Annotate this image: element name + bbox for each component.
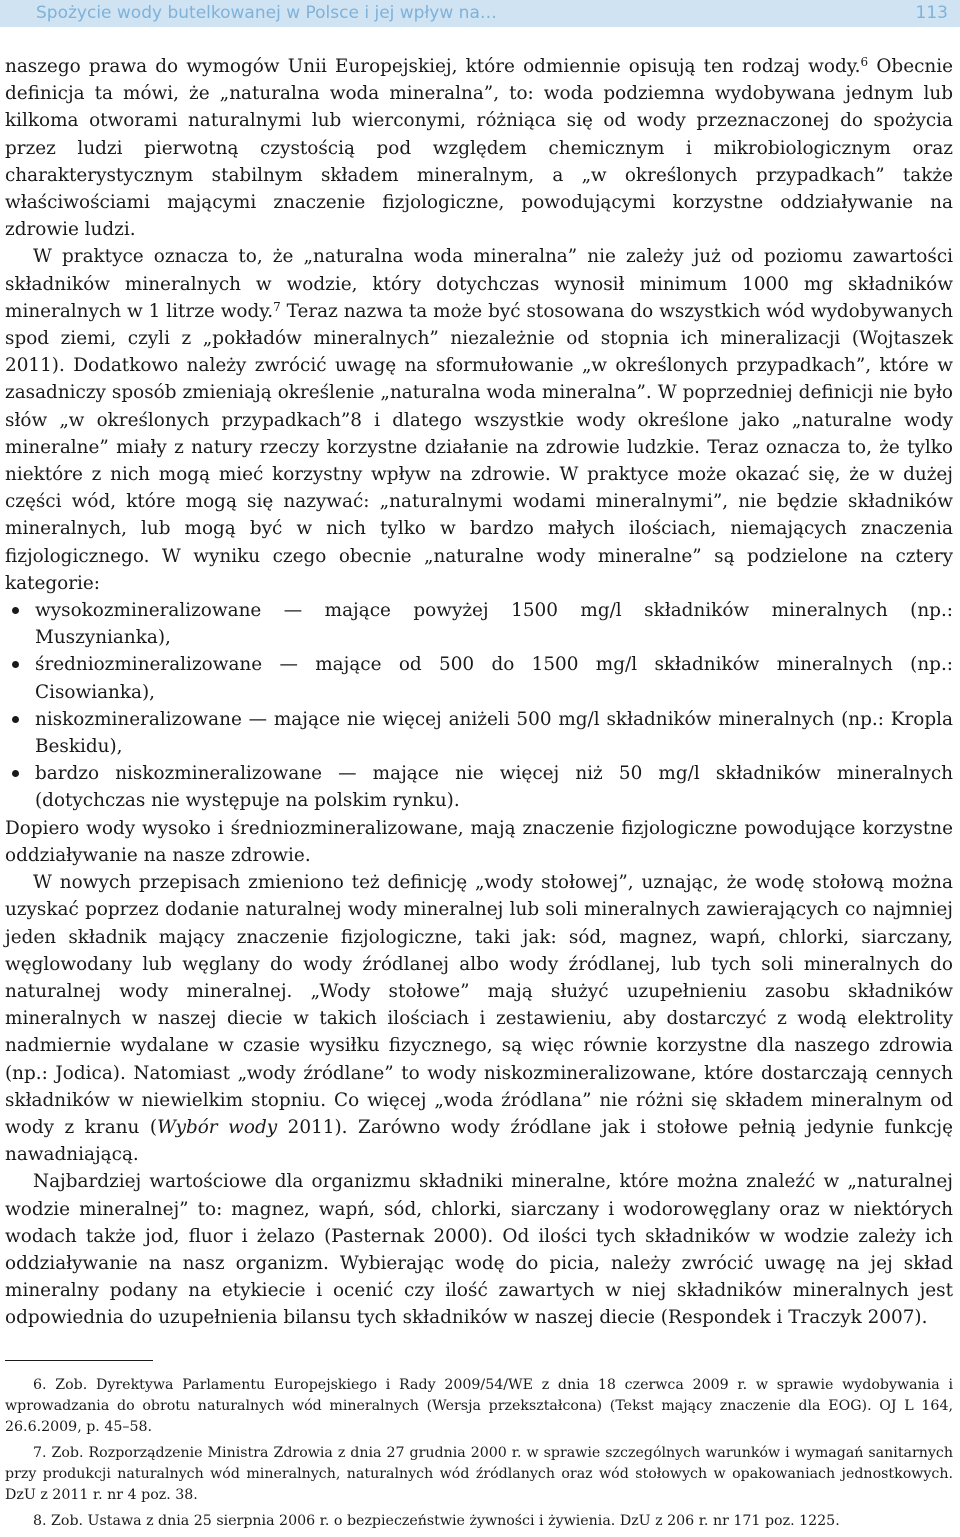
- bullet-icon: [12, 770, 19, 777]
- bullet-icon: [12, 607, 19, 614]
- footnotes: [5, 1375, 953, 1537]
- footnote-7: [5, 1443, 953, 1506]
- footnote-6: [5, 1375, 953, 1438]
- footnote-divider: [5, 1360, 153, 1361]
- running-header: [0, 0, 960, 27]
- list-item: [5, 760, 953, 814]
- paragraph-2-text-b: Teraz nazwa ta może być stosowana do wszystkich wód wydobywanych spod ziemi, czyli z „pokładów mineralnych” niezależnie od stopnia ich mineralizacji (Wojtaszek 2011). Dodatkowo należy zwrócić uwagę na sformułowanie „w określonych przypadkach”, które w zasadniczy sposób zmieniają określenie „naturalna woda mineralna”. W poprzedniej definicji nie było słów „w określonych przypadkach”8 i dlatego wszystkie wody określone jako „naturalne wody mineralne” miały z natury rzeczy korzystne działanie na zdrowie ludzkie. Teraz oznacza to, że tylko niektóre z nich mogą mieć korzystny wpływ na zdrowie. W praktyce może okazać się, że w dużej części wód, które mogą się nazywać: „naturalnymi wodami mineralnymi”, nie będzie składników mineralnych, lub mogą być w nich tylko w bardzo małych ilościach, niemających znaczenia fizjologicznego. W wyniku czego obecnie „naturalne wody mineralne” są podzielone na cztery kategorie:: [5, 300, 953, 594]
- footnote-number: 8.: [33, 1513, 47, 1529]
- paragraph-1-text-b: Obecnie definicja ta mówi, że „naturalna woda mineralna”, to: woda podziemna wydobywana jednym lub kilkoma otworami naturalnymi lub wierconymi, różniąca się od wody przeznaczonej do spożycia przez ludzi pierwotną czystością pod względem chemicznym i mikrobiologicznym oraz charakterystycznym stabilnym składem mineralnym, a „w określonych przypadkach” także właściwościami mającymi znaczenie fizjologiczne, powodującymi korzystne oddziaływanie na zdrowie ludzi.: [5, 56, 953, 241]
- paragraph-3: Dopiero wody wysoko i średniozmineralizowane, mają znaczenie fizjologiczne powodujące korzystne oddziaływanie na nasze zdrowie.: [5, 817, 953, 866]
- paragraph-4-text-a: W nowych przepisach zmieniono też definicję „wody stołowej”, uznając, że wodę stołową można uzyskać poprzez dodanie naturalnej wody mineralnej lub soli mineralnych zawierających co najmniej jeden składnik mający znaczenie fizjologiczne, taki jak: sód, magnez, wapń, chlorki, siarczany, węglowodany lub węglany do wody źródlanej albo wody źródlanej, lub tych soli mineralnych do naturalnej wody mineralnej. „Wody stołowe” mają służyć uzupełnieniu zasobu składników mineralnych w naszej diecie w takich ilościach i zestawieniu, aby dostarczyć z wodą elektrolity nadmiernie wydalane w czasie wysiłku fizycznego, są więc równie korzystne dla naszego zdrowia (np.: Jodica). Natomiast „wody źródlane” to wody niskozmineralizowane, które dostarczają cennych składników w niewielkim stopniu. Co więcej „woda źródlana” nie różni się składem mineralnym od wody z kranu (: [5, 872, 953, 1138]
- list-item: [5, 597, 953, 651]
- list-item-text: średniozmineralizowane — mające od 500 do 1500 mg/l składników mineralnych (np.: Cisowianka),: [35, 654, 953, 703]
- paragraph-1: [5, 53, 953, 243]
- bullet-icon: [12, 716, 19, 723]
- list-item-text: wysokozmineralizowane — mające powyżej 1500 mg/l składników mineralnych (np.: Muszynianka),: [35, 600, 953, 649]
- running-title: Spożycie wody butelkowanej w Polsce i jej wpływ na…: [36, 3, 497, 23]
- category-list: [5, 597, 953, 815]
- page-number: 113: [915, 3, 948, 23]
- paragraph-5: Najbardziej wartościowe dla organizmu składniki mineralne, które można znaleźć w „naturalnej wodzie mineralnej” to: magnez, wapń, sód, chlorki, siarczany i wodorowęglany oraz w niektórych wodach także jod, fluor i żelazo (Pasternak 2000). Od ilości tych składników w wodzie zależy ich oddziaływanie na nasz organizm. Wybierając wodę do picia, należy zwrócić uwagę na jej skład mineralny podany na etykiecie i ocenić czy ilość zawartych w niej składników mineralnych jest odpowiednia do uzupełnienia bilansu tych składników w naszej diecie (Respondek i Traczyk 2007).: [5, 1171, 953, 1329]
- footnote-text: Zob. Rozporządzenie Ministra Zdrowia z dnia 27 grudnia 2000 r. w sprawie szczególnych warunków i wymagań sanitarnych przy produkcji naturalnych wód mineralnych, naturalnych wód źródlanych oraz wód stołowych w opakowaniach jednostkowych. DzU z 2011 r. nr 4 poz. 38.: [5, 1445, 953, 1503]
- paragraph-4: [5, 869, 953, 1168]
- main-text: [5, 53, 953, 1332]
- paragraph-2: [5, 243, 953, 597]
- paragraph-1-text-a: naszego prawa do wymogów Unii Europejskiej, które odmiennie opisują ten rodzaj wody.: [5, 56, 861, 77]
- footnote-number: 7.: [33, 1445, 47, 1461]
- list-item-text: bardzo niskozmineralizowane — mające nie więcej niż 50 mg/l składników mineralnych (dotychczas nie występuje na polskim rynku).: [35, 763, 953, 812]
- list-item-text: niskozmineralizowane — mające nie więcej aniżeli 500 mg/l składników mineralnych (np.: Kropla Beskidu),: [35, 708, 953, 758]
- paragraph-4-text-b: 2011). Zarówno wody źródlane jak i stołowe pełnią jedynie funkcję nawadniającą.: [5, 1116, 953, 1166]
- footnote-text: Zob. Dyrektywa Parlamentu Europejskiego i Rady 2009/54/WE z dnia 18 czerwca 2009 r. w sprawie wydobywania i wprowadzania do obrotu naturalnych wód mineralnych (Wersja przekształcona) (Tekst mający znaczenie dla EOG). OJ L 164, 26.6.2009, p. 45–58.: [5, 1377, 953, 1435]
- list-item: [5, 706, 953, 760]
- bullet-icon: [12, 661, 19, 668]
- footnote-number: 6.: [33, 1377, 47, 1393]
- list-item: [5, 651, 953, 705]
- footnote-text: Zob. Ustawa z dnia 25 sierpnia 2006 r. o bezpieczeństwie żywności i żywienia. DzU z 206 r. nr 171 poz. 1225.: [46, 1513, 840, 1529]
- paragraph-4-italic-citation: Wybór wody: [157, 1116, 278, 1138]
- paragraph-2-text-a: W praktyce oznacza to, że „naturalna woda mineralna” nie zależy już od poziomu zawartości składników mineralnych w wodzie, który dotychczas wynosił minimum 1000 mg składników mineralnych w 1 litrze wody.: [5, 246, 953, 322]
- footnote-ref-6[interactable]: 6: [860, 55, 869, 69]
- footnote-ref-7[interactable]: 7: [273, 299, 281, 314]
